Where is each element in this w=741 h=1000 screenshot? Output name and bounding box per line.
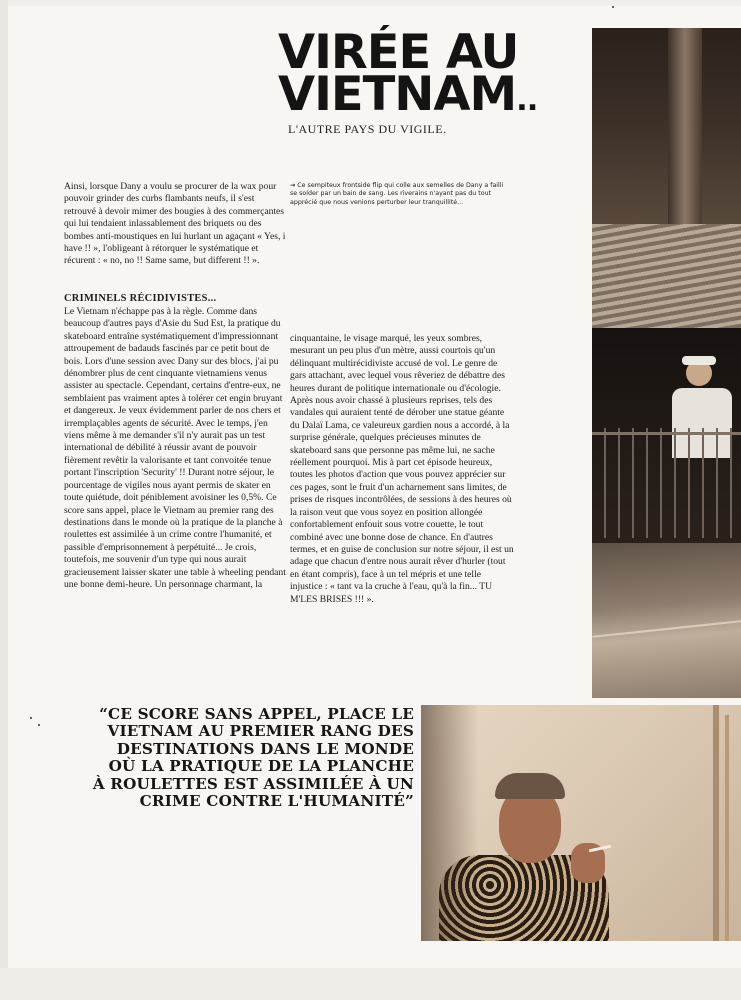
print-speck: [30, 717, 32, 719]
caption-arrow-icon: →: [290, 182, 296, 189]
quote-line: À ROULETTES EST ASSIMILÉE À UN: [92, 774, 414, 793]
print-speck: [38, 724, 40, 726]
quote-line: CRIME CONTRE L'HUMANITÉ”: [139, 792, 414, 811]
section-heading: CRIMINELS RÉCIDIVISTES...: [64, 293, 217, 304]
quote-line: OÙ LA PRATIQUE DE LA PLANCHE: [108, 757, 414, 776]
body-text-1: Le Vietnam n'échappe pas à la règle. Comme dans beaucoup d'autres pays d'Asie du Sud Est, la pratique du skateboard entraîne systématiquement d'impressionnant attroupement de badauds fascinés par ce petit bout de bois. Lors d'une session avec Dany sur des blocs, j'ai pu dénombrer plus de cent cinquante vietnamiens venus assister au spectacle. Cependant, certains d'entre-eux, ne semblaient pas vraiment aptes à tolérer cet engin bruyant et dangereux. Je veux évidemment parler de nos chers et irremplaçables agents de sécurité. Avec le temps, j'en viens même à me demander s'il n'y aurait pas un test international de débilité à réussir avant de pouvoir fièrement revêtir la valorisante et tant convoitée tenue portant l'inscription 'Security' !! Durant notre séjour, le pourcentage de vigiles nous ayant permis de skater en toute quiétude, doit péniblement avoisiner les 0,5%. Ce score sans appel, place le Vietnam au premier rang des destinations dans le monde où la pratique de la planche à roulettes est assimilée à un crime contre l'humanité, et passible d'emprisonnement à perpétuité... Je crois, toutefois, me souvenir d'un type qui nous aurait gracieusement laisser skater une table à wheeling pendant une bonne demi-heure. Un personnage charmant, la: [64, 306, 286, 590]
title-line-1: VIRÉE AU: [278, 25, 519, 80]
page-bottom-edge: [0, 968, 741, 1000]
body-text-2: cinquantaine, le visage marqué, les yeux sombres, mesurant un peu plus d'un mètre, aussi courtois qu'un délinquant multirécidiviste accusé de vol. Le genre de gars attachant, avec lequel vous rêveriez de débattre des heures durant de politique internationale ou d'écologie. Après nous avoir chassé à plusieurs reprises, tels des vandales qui auraient tenté de dérober une statue géante du Dalaï Lama, ce valeureux gardien nous a accordé, à la surprise générale, quelques précieuses minutes de skateboard sans que personne pas même lui, ne sache réellement pourquoi. Mis à part cet épisode heureux, toutes les photos d'action que vous pouvez apprécier sur ces pages, sont le fruit d'un acharnement sans limites, de prises de risques incontrôlées, de sessions à des heures où la raison veut que vous soyez en position allongée confortablement enfouit sous votre couette, le tout combiné avec une bonne dose de chance. En d'autres termes, et en guise de conclusion sur notre séjour, il est un adage que chacun d'entre nous aurait rêver d'hurler (tout en étant compris), face à un tel mépris et une telle injustice : « tant va la cruche à l'eau, qu'à la fin... TU M'LES BRISES !!! ».: [290, 333, 514, 605]
guard-cap: [682, 356, 716, 365]
article-subtitle: L'AUTRE PAYS DU VIGILE.: [288, 122, 447, 136]
photo-caption: [290, 182, 505, 207]
smoking-man-photo: [421, 705, 741, 941]
page-left-edge: [0, 0, 8, 1000]
body-column-1: [64, 306, 286, 591]
skate-ramp-photo: [592, 543, 741, 698]
photo-sky: [592, 28, 741, 228]
palm-trunk: [668, 28, 702, 228]
intro-text: Ainsi, lorsque Dany a voulu se procurer de la wax pour pouvoir grinder des curbs flambants neufs, il s'est retrouvé à devoir mimer des bougies à des commerçantes qui lui tendaient inlassablement des briquets ou des bombes anti-moustiques en lui hurlant un agaçant « Yes, i have !! », l'obligeant à rétorquer le systématique et récurent : « no, no !! Same same, but different !! ».: [64, 181, 286, 267]
intro-paragraph: [64, 181, 286, 268]
tin-roof: [592, 224, 741, 334]
pull-quote: [44, 706, 414, 810]
page-top-edge: [0, 0, 741, 6]
body-column-2: [290, 333, 514, 606]
article-title: [278, 25, 594, 122]
railing-top: [592, 432, 741, 435]
quote-line: “CE SCORE SANS APPEL, PLACE LE: [99, 705, 414, 723]
title-word-vietnam: VIETNAM: [278, 67, 517, 122]
title-line-2: [278, 67, 594, 122]
quote-line: VIETNAM AU PREMIER RANG DES: [107, 722, 414, 741]
quote-line: DESTINATIONS DANS LE MONDE: [116, 739, 414, 758]
title-dots: ..: [516, 83, 538, 118]
print-speck: [612, 6, 614, 8]
balcony-railing: [592, 428, 741, 538]
caption-text: Ce sempiteux frontside flip qui colle aux semelles de Dany a failli se solder par un bain de sang. Les riverains n'ayant pas du tout apprécié que nous venions perturber leur tranquillité...: [290, 182, 504, 206]
guard-photo-column: [592, 28, 741, 698]
photo-vignette: [421, 705, 741, 941]
